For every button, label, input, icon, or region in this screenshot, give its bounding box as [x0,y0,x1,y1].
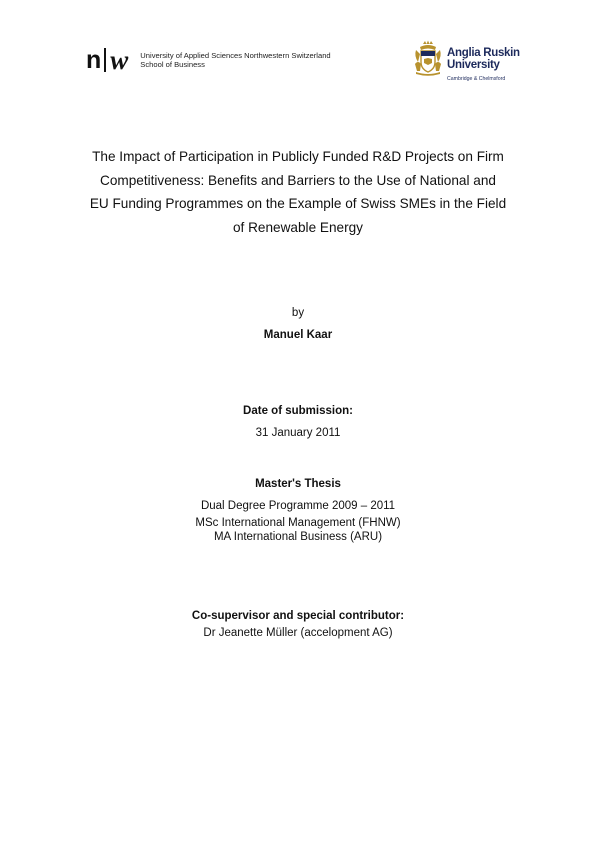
by-label: by [291,307,305,319]
aru-campus-text: Cambridge & Chelmsford [447,76,506,82]
supervisor-block [80,609,516,640]
aru-name-line2: University [447,59,500,71]
author-name: Manuel Kaar [263,329,333,341]
fhnw-logo-bar [104,48,106,72]
fhnw-logo [86,46,331,74]
thesis-title-line: of Renewable Energy [233,219,363,235]
degree-line: MA International Business (ARU) [213,531,383,543]
thesis-title-line: Competitiveness: Benefits and Barriers to the Use of National and [100,172,496,188]
fhnw-logo-n: n [86,46,101,74]
submission-date: 31 January 2011 [255,427,341,439]
thesis-title-line: The Impact of Participation in Publicly Funded R&D Projects on Firm [92,149,504,164]
submission-label: Date of submission: [243,405,353,417]
supervisor-name: Dr Jeanette Müller (accelopment AG) [203,627,393,639]
thesis-title [70,145,526,239]
fhnw-logo-text [140,51,330,70]
fhnw-university-name: University of Applied Sciences Northwestern Switzerland [140,50,331,60]
degree-line: MSc International Management (FHNW) [195,517,401,529]
aru-logo [414,40,524,88]
thesis-details-block [80,477,516,544]
fhnw-logo-mark [86,47,128,73]
fhnw-school-name: School of Business [140,60,205,69]
thesis-title-line: EU Funding Programmes on the Example of Swiss SMEs in the Field [89,196,507,211]
aru-name-line1: Anglia Ruskin [447,47,520,59]
thesis-type: Master's Thesis [255,478,341,490]
fhnw-logo-w: w [110,45,129,75]
programme-name: Dual Degree Programme 2009 – 2011 [200,500,396,512]
submission-block [80,404,516,440]
supervisor-label: Co-supervisor and special contributor: [191,610,405,622]
aru-crest-icon [414,40,442,76]
aru-university-name [447,47,520,71]
author-block [80,306,516,342]
